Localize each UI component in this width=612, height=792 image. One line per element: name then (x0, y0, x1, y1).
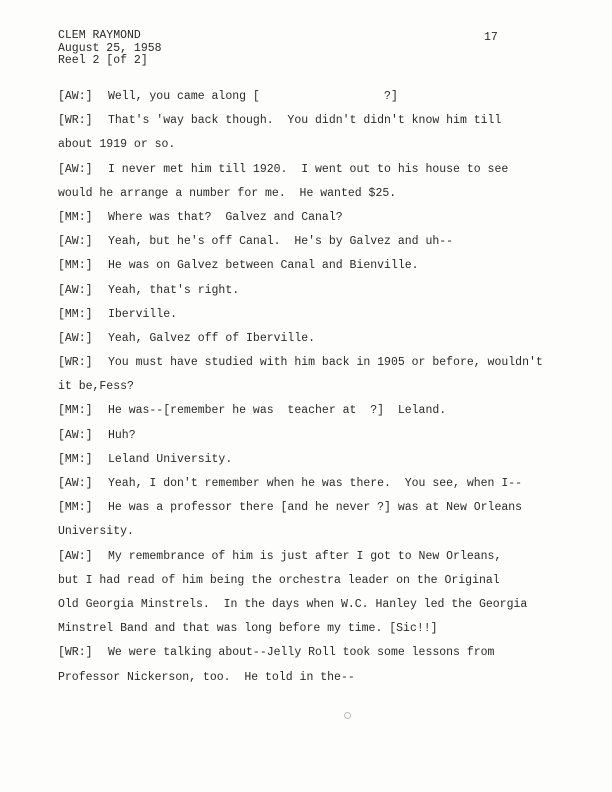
transcript-line (58, 380, 578, 404)
line-text: Well, you came along [ ?] (108, 90, 398, 103)
line-text: University. (58, 525, 134, 539)
speaker-label: [AW:] (58, 477, 93, 490)
transcript-line (58, 259, 578, 283)
speaker-label: [WR:] (58, 646, 93, 660)
line-text: That's 'way back though. You didn't didn't know him till (108, 114, 502, 128)
line-text: He was on Galvez between Canal and Bienville. (108, 259, 419, 273)
line-text: He was a professor there [and he never ?] was at New Orleans (108, 501, 523, 515)
transcript-line (58, 163, 578, 187)
speaker-label: [WR:] (58, 356, 93, 370)
line-text: Huh? (108, 428, 136, 442)
speaker-label: [MM:] (58, 452, 93, 466)
transcript-line (58, 138, 578, 162)
transcript-line (58, 332, 578, 356)
page-number: 17 (484, 31, 498, 44)
speaker-label: [AW:] (58, 283, 93, 297)
speaker-label: [AW:] (58, 90, 93, 103)
transcript-line (58, 671, 578, 695)
line-text: Minstrel Band and that was long before my time. [Sic!!] (58, 622, 438, 636)
speaker-label: [WR:] (58, 114, 93, 128)
transcript-line (58, 211, 578, 235)
speaker-label: [AW:] (58, 235, 93, 249)
paper-mark (344, 712, 351, 719)
interview-date: August 25, 1958 (58, 41, 162, 55)
transcript-line (58, 646, 578, 670)
transcript-body (58, 90, 578, 695)
line-text: Leland University. (108, 452, 233, 466)
line-text: would he arrange a number for me. He wanted $25. (58, 186, 397, 200)
transcript-line (58, 429, 578, 453)
line-text: but I had read of him being the orchestra leader on the Original (58, 573, 500, 587)
line-text: Where was that? Galvez and Canal? (108, 210, 343, 224)
line-text: about 1919 or so. (58, 138, 176, 152)
speaker-label: [MM:] (58, 210, 93, 224)
speaker-label: [AW:] (58, 428, 93, 442)
speaker-label: [AW:] (58, 162, 93, 176)
transcript-line (58, 90, 578, 114)
transcript-line (58, 574, 578, 598)
speaker-label: [MM:] (58, 259, 93, 273)
line-text: Iberville. (108, 307, 178, 321)
transcript-line (58, 308, 578, 332)
speaker-label: [MM:] (58, 307, 93, 321)
transcript-line (58, 477, 578, 501)
line-text: Yeah, Galvez off of Iberville. (108, 331, 316, 345)
transcript-line (58, 114, 578, 138)
line-text: it be,Fess? (58, 380, 134, 394)
reel-label: Reel 2 [of 2] (58, 54, 148, 67)
line-text: I never met him till 1920. I went out to his house to see (108, 162, 509, 176)
line-text: He was--[remember he was teacher at ?] Leland. (108, 404, 447, 418)
transcript-line (58, 598, 578, 622)
line-text: Yeah, I don't remember when he was there. You see, when I-- (108, 477, 523, 490)
speaker-label: [AW:] (58, 549, 93, 563)
speaker-label: [MM:] (58, 501, 93, 515)
transcript-line (58, 622, 578, 646)
transcript-line (58, 235, 578, 259)
speaker-label: [AW:] (58, 331, 93, 345)
line-text: We were talking about--Jelly Roll took some lessons from (108, 646, 495, 660)
speaker-label: [MM:] (58, 404, 93, 418)
transcript-line (58, 187, 578, 211)
transcript-line (58, 356, 578, 380)
page-header (58, 30, 162, 68)
transcript-line (58, 550, 578, 574)
line-text: Professor Nickerson, too. He told in the-- (58, 670, 355, 684)
transcript-line (58, 284, 578, 308)
transcript-line (58, 404, 578, 428)
line-text: Yeah, but he's off Canal. He's by Galvez and uh-- (108, 235, 454, 249)
interviewee-name: CLEM RAYMOND (58, 29, 141, 42)
line-text: You must have studied with him back in 1905 or before, wouldn't (108, 356, 543, 370)
transcript-line (58, 453, 578, 477)
transcript-line (58, 501, 578, 525)
line-text: Old Georgia Minstrels. In the days when W.C. Hanley led the Georgia (58, 597, 528, 611)
transcript-line (58, 525, 578, 549)
line-text: My remembrance of him is just after I got to New Orleans, (108, 549, 502, 563)
line-text: Yeah, that's right. (108, 283, 240, 297)
